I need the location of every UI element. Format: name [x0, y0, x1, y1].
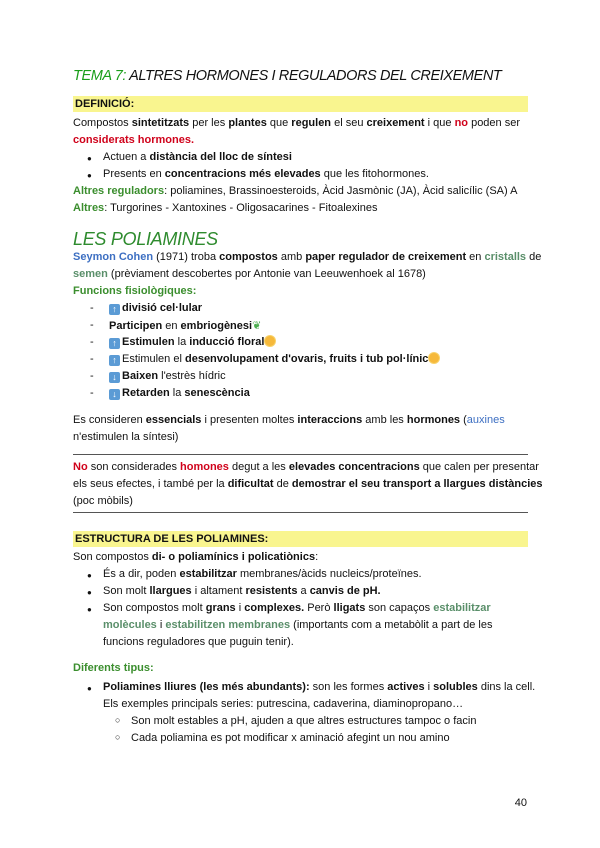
- arrow-up-icon: ↑: [109, 355, 120, 366]
- estructura-bullet-2: ● Son molt llargues i altament resistents a canvis de pH.: [73, 585, 381, 597]
- estructura-bullet-1: ● És a dir, poden estabilitzar membranes/àcids nucleics/proteïnes.: [73, 568, 422, 580]
- arrow-down-icon: ↓: [109, 389, 120, 400]
- arrow-down-icon: ↓: [109, 372, 120, 383]
- tipus-bullet-1: ● Poliamines lliures (les més abundants): son les formes actives i solubles dins la cell.: [73, 681, 535, 693]
- arrow-up-icon: ↑: [109, 304, 120, 315]
- poliamines-intro: Seymon Cohen (1971) troba compostos amb paper regulador de creixement en cristalls de: [73, 251, 542, 263]
- funcions-heading: Funcions fisiològiques:: [73, 285, 197, 297]
- arrow-up-icon: ↑: [109, 338, 120, 349]
- note-text-2: els seus efectes, i també per la dificultat de demostrar el seu transport a llargues distàncies: [73, 478, 543, 490]
- definition-text-2: considerats hormones.: [73, 134, 195, 146]
- estructura-bullet-3-cont: molècules i estabilitzen membranes (importants com a metabòlit a part de les: [103, 619, 493, 631]
- note-text: No son considerades homones degut a les elevades concentracions que calen per presentar: [73, 461, 539, 473]
- definition-bullet-2: ● Presents en concentracions més elevades que les fitohormones.: [73, 168, 429, 180]
- tipus-subitem: ○ Son molt estables a pH, ajuden a que altres estructures tampoc o facin: [131, 715, 476, 727]
- altres-list: Altres: Turgorines - Xantoxines - Oligosacarines - Fitoalexines: [73, 202, 378, 214]
- note-text-3: (poc mòbils): [73, 495, 133, 507]
- tipus-subitem: ○ Cada poliamina es pot modificar x aminació afegint un nou amino: [131, 732, 450, 744]
- page-title: TEMA 7: ALTRES HORMONES I REGULADORS DEL CREIXEMENT: [73, 68, 502, 84]
- estructura-bullet-3-cont-2: funcions reguladores que puguin tenir).: [103, 636, 294, 648]
- estructura-text: Son compostos di- o poliamínics i policatiònics:: [73, 551, 319, 563]
- tipus-heading: Diferents tipus:: [73, 662, 154, 674]
- blossom-icon: [265, 336, 275, 346]
- blossom-icon: [429, 353, 439, 363]
- altres-reguladors: Altres reguladors: poliamines, Brassinoesteroids, Àcid Jasmònic (JA), Àcid salicílic (SA) A: [73, 185, 518, 197]
- definition-bullet-1: ● Actuen a distància del lloc de síntesi: [73, 151, 292, 163]
- estructura-heading: ESTRUCTURA DE LES POLIAMINES:: [73, 531, 528, 547]
- definition-heading: DEFINICIÓ:: [73, 96, 528, 112]
- essencials-text: Es consideren essencials i presenten moltes interaccions amb les hormones (auxines: [73, 414, 505, 426]
- seedling-icon: ❦: [252, 320, 262, 332]
- essencials-text-2: n'estimulen la síntesi): [73, 431, 179, 443]
- definition-text: Compostos sintetitzats per les plantes que regulen el seu creixement i que no poden ser: [73, 117, 520, 129]
- estructura-bullet-3: ● Son compostos molt grans i complexes. Però lligats son capaços estabilitzar: [73, 602, 491, 614]
- section-heading-poliamines: LES POLIAMINES: [73, 229, 218, 249]
- poliamines-intro-2: semen (prèviament descobertes por Antonie van Leeuwenhoek al 1678): [73, 268, 426, 280]
- page-number: 40: [514, 797, 527, 809]
- divider: [73, 512, 528, 513]
- tipus-bullet-1-cont: Els exemples principals series: putrescina, cadaverina, diaminopropano…: [103, 698, 464, 710]
- divider: [73, 454, 528, 455]
